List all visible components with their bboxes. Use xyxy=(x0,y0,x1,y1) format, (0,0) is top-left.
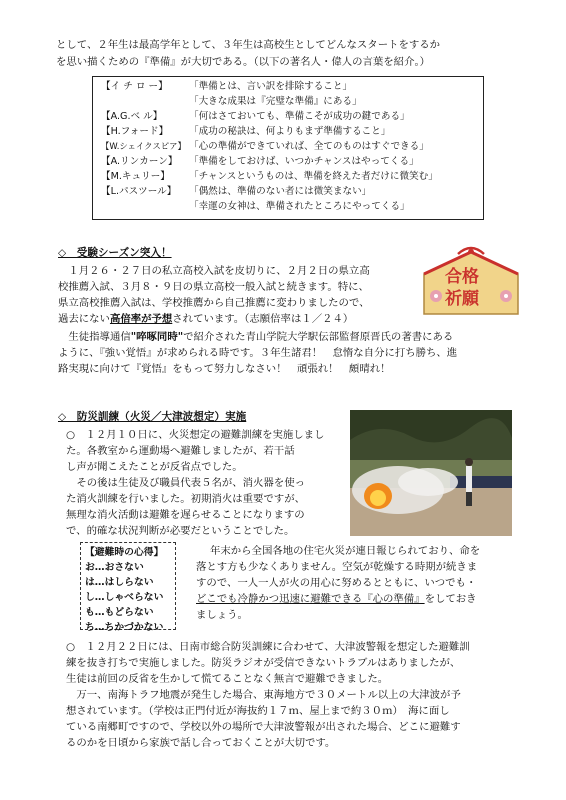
quote-text: 「偶然は、準備のない者には微笑まない」 xyxy=(189,186,372,197)
intro-line-2: を思い描くための『準備』が大切である。（以下の著名人・偉人の言葉を紹介。） xyxy=(56,56,431,68)
ema-text-top: 合格 xyxy=(445,267,479,287)
ema-text-bottom: 祈願 xyxy=(445,289,479,309)
drill-p2-line-4 xyxy=(196,592,477,607)
drill-text: をしておき xyxy=(424,593,477,605)
quote-name: 【A.リンカーン】 xyxy=(101,156,178,167)
quote-name: 【A.G.ベ ル】 xyxy=(101,111,163,122)
tips-item: も…もどらない xyxy=(85,607,154,618)
drill-p2-line: ましょう。 xyxy=(196,609,248,621)
exam-line: 路実現に向けて『覚悟』をもって努力しなさい！ 頑張れ！ 頗晴れ！ xyxy=(58,363,391,375)
exam-emphasis: 高倍率が予想 xyxy=(109,313,173,325)
quotes-box xyxy=(92,76,484,220)
drill-p2-line: 落とす方も少なくありません。空気が乾燥する時期が続きま xyxy=(196,561,478,573)
drill-p1-line: 無理な消火活動は避難を遅らせることになりますの xyxy=(66,509,305,521)
drill-p1-line: で、的確な状況判断が必要だということでした。 xyxy=(66,525,295,537)
fire-drill-photo xyxy=(350,410,512,536)
tips-item: は…はしらない xyxy=(85,577,154,588)
exam-line: ように、『強い覚悟』が求められる時です。３年生諸君！ 怠惰な自分に打ち勝ち、進 xyxy=(58,347,458,359)
quote-text: 「幸運の女神は、準備されたところにやってくる」 xyxy=(189,201,410,212)
drill-p1-line: し声が聞こえたことが反省点でした。 xyxy=(66,461,243,473)
quote-text: 「チャンスというものは、準備を終えた者だけに微笑む」 xyxy=(189,171,438,182)
exam-text: 生徒指導通信 xyxy=(58,331,131,343)
exam-text: で紹介された青山学院大学駅伝部監督原晋氏の著書にある xyxy=(183,331,454,343)
ema-plaque-illustration xyxy=(420,244,522,318)
quote-text: 「準備をしておけば、いつかチャンスはやってくる」 xyxy=(189,156,419,167)
drill-p1-line: た。各教室から運動場へ避難しましたが、若干話 xyxy=(66,445,295,457)
quote-text: 「準備とは、言い訳を排除すること」 xyxy=(189,81,353,92)
quote-name: 【W.シェイクスピア】 xyxy=(101,141,186,151)
drill-p3-line: 万一、南海トラフ地震が発生した場合、東海地方で３０メートル以上の大津波が予 xyxy=(66,689,461,701)
drill-p3-line: ている南郷町ですので、学校以外の場所で大津波警報が出された場合、どこに避難す xyxy=(66,721,461,733)
exam-text: 過去にない xyxy=(58,313,110,325)
drill-p3-line: 練を抜き打ちで実施しました。防災ラジオが受信できないトラブルはありましたが、 xyxy=(66,657,461,669)
exam-line: 県立高校推薦入試は、学校推薦から自己推薦に変わりましたので、 xyxy=(58,297,370,309)
quote-name: 【H.フォード】 xyxy=(101,126,169,137)
drill-p2-line: 年末から全国各地の住宅火災が連日報じられており、命を xyxy=(210,545,481,557)
intro-line-1: として、２年生は最高学年として、３年生は高校生としてどんなスタートをするか xyxy=(56,39,441,51)
tips-item: お…おさない xyxy=(85,562,144,573)
quote-text: 「心の準備ができていれば、全てのものはすぐできる」 xyxy=(189,141,429,152)
quote-name: 【L.パスツール】 xyxy=(101,186,177,197)
tips-title: 【避難時の心得】 xyxy=(85,547,164,558)
exam-line: 校推薦入試、３月８・９日の県立高校一般入試と続きます。特に、 xyxy=(58,281,369,293)
drill-emphasis: どこでも冷静かつ迅速に避難できる『心の準備』 xyxy=(196,593,425,605)
drill-p2-line: すので、一人一人が火の用心に努めるとともに、いつでも・ xyxy=(196,577,477,589)
exam-heading: ◇ 受験シーズン突入！ xyxy=(58,247,172,259)
evacuation-tips-box xyxy=(80,542,176,633)
drill-p1-line: ○ １２月１０日に、火災想定の避難訓練を実施しまし xyxy=(66,429,325,441)
quote-name: 【イ チ ロ ー】 xyxy=(101,81,168,92)
exam-line: １月２６・２７日の私立高校入試を皮切りに、２月２日の県立高 xyxy=(58,265,370,277)
quote-name: 【M.キュリー】 xyxy=(101,171,170,182)
drill-p1-line: た消火訓練を行いました。初期消火は重要ですが、 xyxy=(66,493,305,505)
drill-heading: ◇ 防災訓練（火災／大津波想定）実施 xyxy=(58,411,247,423)
drill-p3-line: 生徒は前回の反省を生かして慌てることなく無言で避難できました。 xyxy=(66,673,389,685)
drill-p3-line: ○ １２月２２日には、日南市総合防災訓練に合わせて、大津波警報を想定した避難訓 xyxy=(66,641,470,653)
quote-text: 「何はさておいても、準備こそが成功の鍵である」 xyxy=(189,111,410,122)
exam-line-5 xyxy=(58,330,453,345)
exam-emphasis: "啐啄同時" xyxy=(130,331,184,343)
exam-line-4 xyxy=(58,312,353,327)
quote-text: 「成功の秘訣は、何よりもまず準備すること」 xyxy=(189,126,391,137)
drill-p3-line: 想されています。（学校は正門付近が海抜約１７ｍ、屋上まで約３０ｍ） 海に面し xyxy=(66,705,450,717)
drill-p3-line: るのかを日頃から家族で話し合っておくことが大切です。 xyxy=(66,737,336,749)
drill-p1-line: その後は生徒及び職員代表５名が、消火器を使っ xyxy=(66,477,305,489)
tips-item: し…しゃべらない xyxy=(85,592,164,603)
exam-text: されています。（志願倍率は１／２４） xyxy=(172,313,354,325)
quote-text: 「大きな成果は『完璧な準備』にある」 xyxy=(189,96,362,107)
tips-item: ち…ちかづかない xyxy=(85,622,164,633)
